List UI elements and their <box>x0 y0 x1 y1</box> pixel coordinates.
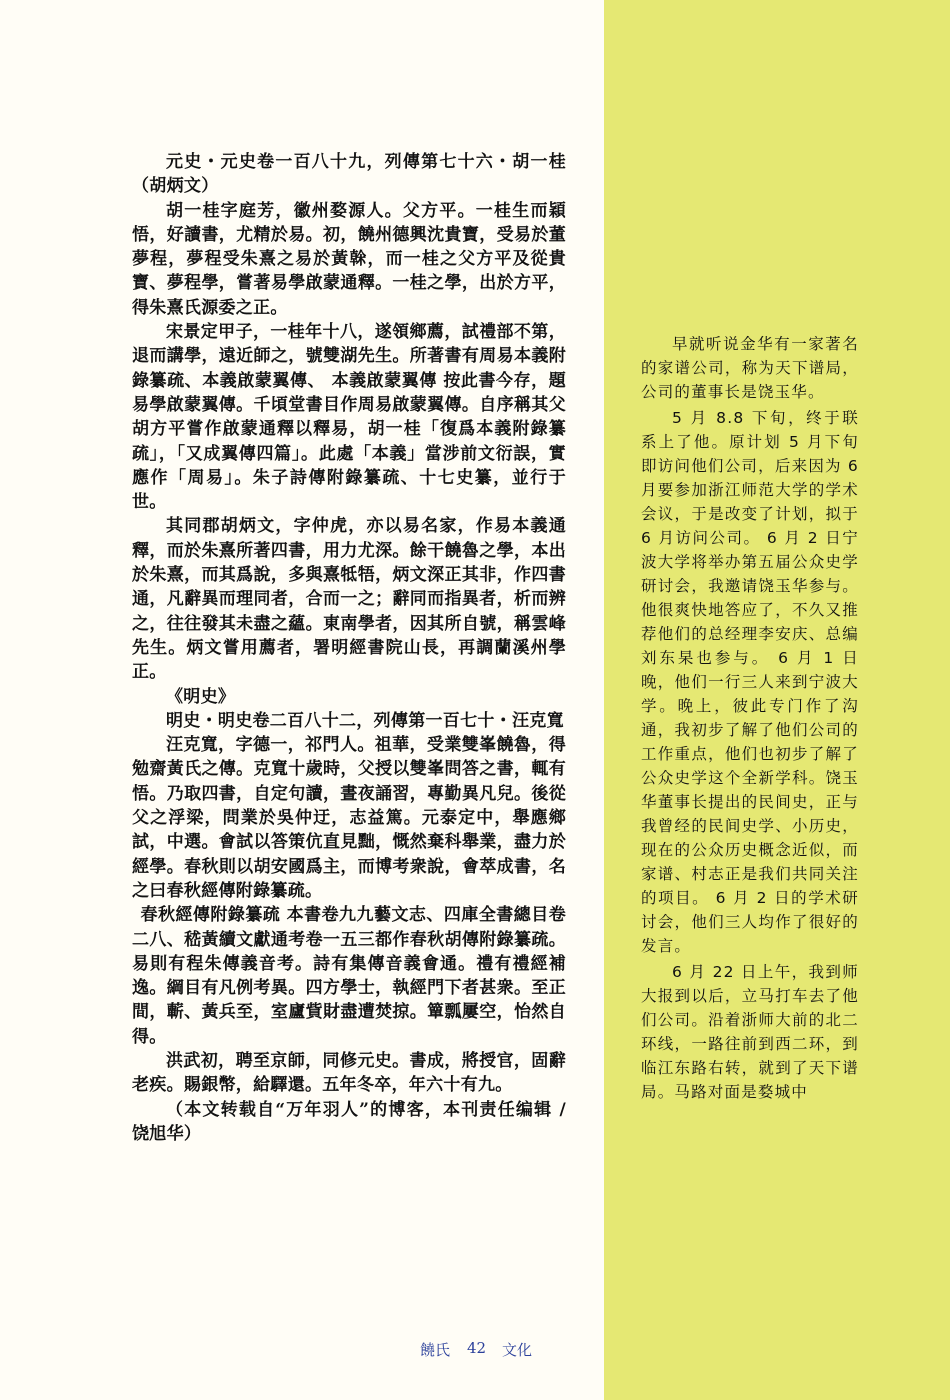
paragraph-note: 春秋經傳附錄纂疏 本書卷九九藝文志、四庫全書總目卷二八、嵇黃續文獻通考卷一五三都作春秋胡傳附錄纂疏。易則有程朱傳義音考。詩有集傳音義會通。禮有禮經補逸。綱目有凡例考異。四方學士，執經門下者甚衆。至正間，蘄、黃兵至，室廬貲財盡遭焚掠。簞瓢屢空，怡然自得。 <box>132 905 566 1047</box>
paragraph: 汪克寬，字德一，祁門人。祖華，受業雙峯饒魯，得勉齋黃氏之傳。克寬十歲時，父授以雙峯問答之書，輒有悟。乃取四書，自定句讀，晝夜誦習，專勤異凡兒。後從父之浮梁，問業於吳仲迂，志益篤。元泰定中，舉應鄉試，中選。會試以答策伉直見黜，慨然棄科舉業，盡力於經學。春秋則以胡安國爲主，而博考衆說，會萃成書，名之曰春秋經傳附錄纂疏。 <box>132 735 566 901</box>
paragraph: 洪武初，聘至京師，同修元史。書成，將授官，固辭老疾。賜銀幣，給驛還。五年冬卒，年六十有九。 <box>132 1050 566 1096</box>
section-heading-mingshi: 《明史》 <box>166 686 236 707</box>
paragraph: 宋景定甲子，一桂年十八，遂領鄉薦，試禮部不第，退而講學，遠近師之，號雙湖先生。所著書有周易本義附錄纂疏、本義啟蒙翼傳、 本義啟蒙翼傳 按此書今存，題易學啟蒙翼傳。千頃堂書目作周易啟蒙翼傳。自序稱其父胡方平嘗作啟蒙通釋以釋易，胡一桂「復爲本義附錄纂疏」，「又成翼傳四篇」。此處「本義」當涉前文衍誤，實應作「周易」。朱子詩傳附錄纂疏、十七史纂，並行于世。 <box>132 322 566 513</box>
main-article-text <box>132 150 566 1146</box>
side-paragraph: 5 月 8.8 下旬，终于联系上了他。原计划 5 月下旬即访问他们公司，后来因为 6 月要参加浙江师范大学的学术会议，于是改变了计划，拟于 6 月访问公司。 6 月 2 日宁波大学将举办第五届公众史学研讨会，我邀请饶玉华参与。他很爽快地答应了，不久又推荐他们的总经理李安庆、总编刘东杲也参与。 6 月 1 日晚，他们一行三人来到宁波大学。晚上，彼此专门作了沟通，我初步了解了他们公司的工作重点，他们也初步了解了公众史学这个全新学科。饶玉华董事长提出的民间史，正与我曾经的民间史学、小历史，现在的公众历史概念近似，而家谱、村志正是我们共同关注的项目。 6 月 2 日的学术研讨会，他们三人均作了很好的发言。 <box>641 409 859 955</box>
paragraph: 其同郡胡炳文，字仲虎，亦以易名家，作易本義通釋，而於朱熹所著四書，用力尤深。餘干饒魯之學，本出於朱熹，而其爲說，多與熹牴牾，炳文深正其非，作四書通，凡辭異而理同者，合而一之；辭同而指異者，析而辨之，往往發其未盡之蘊。東南學者，因其所自號，稱雲峰先生。炳文嘗用薦者，署明經書院山長，再調蘭溪州學正。 <box>132 516 566 683</box>
footer-left-label: 饒氏 <box>420 1341 451 1359</box>
footer-right-label: 文化 <box>502 1341 533 1359</box>
side-article-text <box>641 332 859 1106</box>
section-heading-wang: 明史・明史卷二百八十二，列傳第一百七十・汪克寬 <box>166 710 564 731</box>
section-heading-yuanshi: 元史・元史卷一百八十九，列傳第七十六・胡一桂（胡炳文） <box>132 152 566 197</box>
source-note: （本文转载自“万年羽人”的博客，本刊责任编辑 / 饶旭华） <box>132 1099 566 1144</box>
paragraph: 胡一桂字庭芳，徽州婺源人。父方平。一桂生而穎悟，好讀書，尤精於易。初，饒州德興沈貴寶，受易於董夢程，夢程受朱熹之易於黃榦，而一桂之父方平及從貴寶、夢程學，嘗著易學啟蒙通釋。一桂之學，出於方平，得朱熹氏源委之正。 <box>132 200 566 318</box>
page-number: 42 <box>467 1339 487 1357</box>
side-paragraph: 早就听说金华有一家著名的家谱公司，称为天下谱局，公司的董事长是饶玉华。 <box>641 335 859 401</box>
side-paragraph: 6 月 22 日上午，我到师大报到以后，立马打车去了他们公司。沿着浙师大前的北二环线，一路往前到西二环，到临江东路右转，就到了天下谱局。马路对面是婺城中 <box>641 963 859 1101</box>
